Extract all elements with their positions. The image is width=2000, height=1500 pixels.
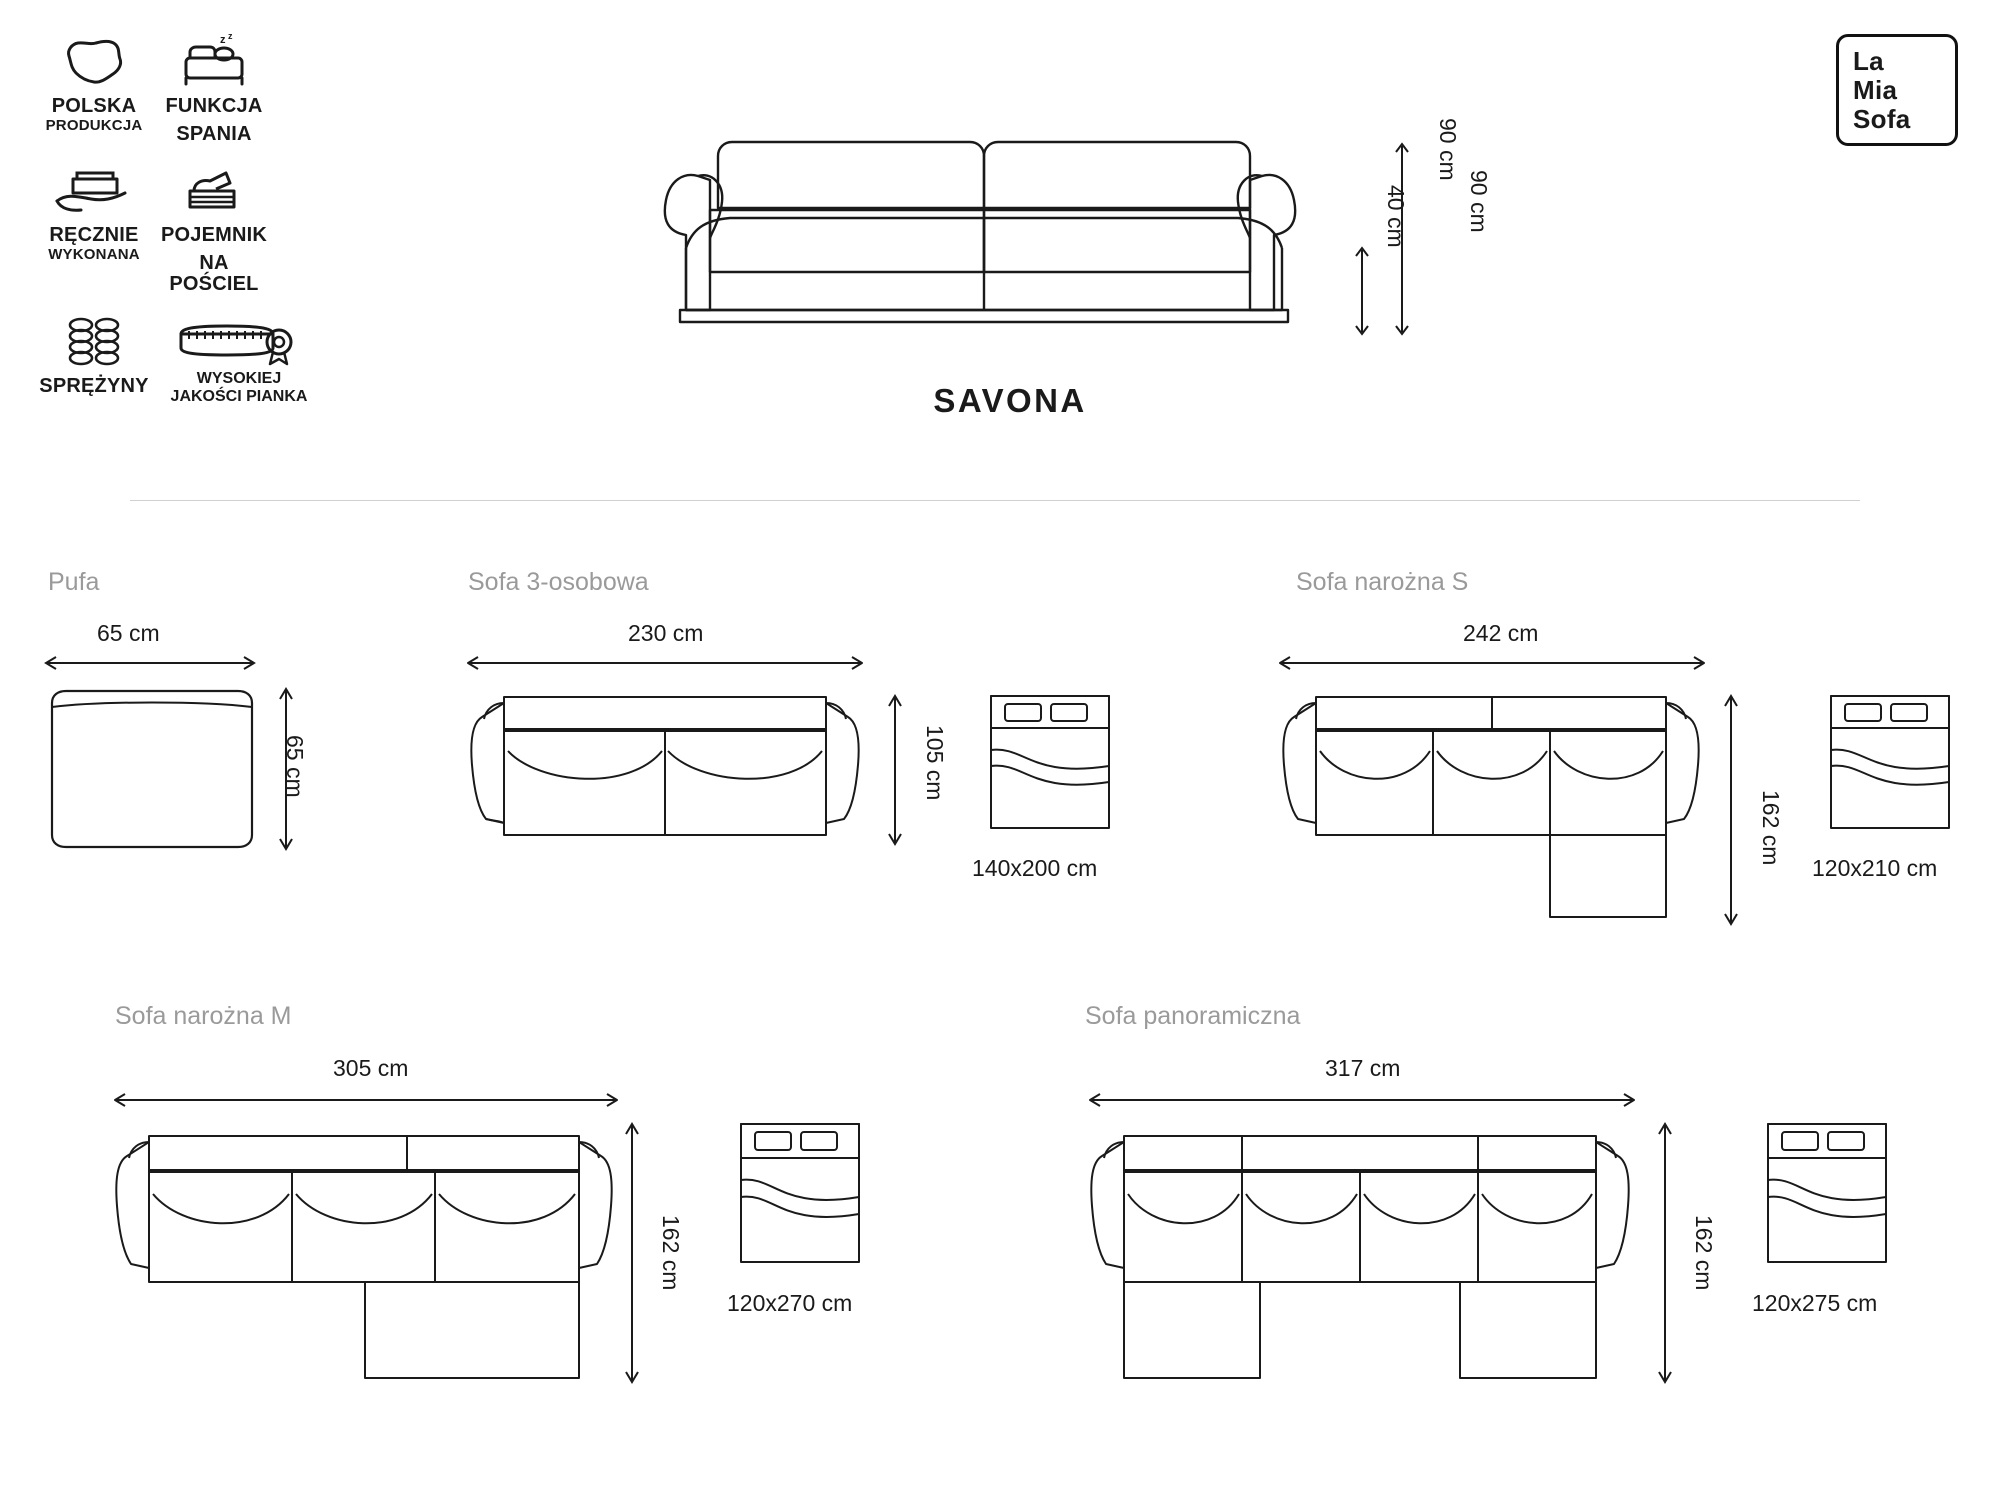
sofa-panoramiczna-drawing [1080,1082,1680,1412]
narozna-m-depth-arrow [617,1118,647,1388]
feature-label-line1: SPRĘŻYNY [39,374,149,397]
feature-funkcja-spania [154,28,274,145]
features-grid [34,28,394,417]
bedding-container-icon [154,157,274,219]
sofa3-bed-label: 140x200 cm [972,855,1098,881]
variant-title-pufa: Pufa [48,568,100,596]
variant-title-sofa-narozna-m: Sofa narożna M [115,1002,292,1030]
feature-label-line1: FUNKCJA [165,95,263,117]
feature-pojemnik-na-posciel [154,157,274,296]
variant-title-sofa-narozna-s: Sofa narożna S [1296,568,1469,596]
panoramiczna-bed-label: 120x275 cm [1752,1290,1878,1316]
logo-line-3: Sofa [1853,104,1911,135]
panoramiczna-depth-arrow [1650,1118,1680,1388]
feature-label-line1: RĘCZNIE [49,224,139,247]
springs-icon [34,308,154,370]
svg-text:z: z [228,31,233,41]
panoramiczna-depth-label: 162 cm [1691,1215,1717,1291]
narozna-m-bed-icon [735,1118,870,1263]
narozna-s-bed-icon [1825,690,1960,830]
hero-height-40-label: 40 cm [1383,185,1409,248]
feature-label-line1: POJEMNIK [160,224,268,247]
feature-label-line1: POLSKA [51,95,137,117]
hand-made-sofa-icon [34,157,154,219]
narozna-s-depth-arrow [1716,690,1746,930]
narozna-m-depth-label: 162 cm [658,1215,684,1291]
sofa3-depth-label: 105 cm [922,725,948,801]
feature-recznie-wykonana [34,157,154,263]
pufa-width-label: 65 cm [97,620,160,646]
feature-label-line2: JAKOŚCI PIANKA [170,387,308,405]
logo-line-1: La [1853,46,1884,76]
panoramiczna-width-label: 317 cm [1325,1055,1401,1081]
sofa3-depth-arrow [880,690,910,850]
model-name: SAVONA [933,382,1087,419]
sofa3-bed-icon [985,690,1120,830]
feature-label-line2: WYKONANA [48,245,140,263]
narozna-s-bed-label: 120x210 cm [1812,855,1938,881]
variant-title-sofa-panoramiczna: Sofa panoramiczna [1085,1002,1301,1030]
hero-height-90-label: 90 cm [1435,118,1461,181]
narozna-s-depth-label: 162 cm [1758,790,1784,866]
hero-height-total-label: 90 cm [1466,170,1492,233]
sofa-narozna-m-drawing [105,1082,665,1412]
svg-text:z: z [220,34,226,46]
pufa-drawing [40,645,330,885]
panoramiczna-bed-icon [1762,1118,1897,1263]
poland-map-icon [34,28,154,90]
feature-label-line2: PRODUKCJA [45,116,143,134]
pufa-depth-label: 65 cm [282,735,308,798]
high-quality-foam-icon [154,308,324,370]
sofa3-width-label: 230 cm [628,620,704,646]
variant-title-sofa-3-osobowa: Sofa 3-osobowa [468,568,649,596]
narozna-m-bed-label: 120x270 cm [727,1290,853,1316]
features-row-3 [34,308,394,417]
logo-line-2: Mia [1853,75,1898,106]
section-divider [130,500,1860,501]
sofa-narozna-s-drawing [1270,645,1770,925]
feature-label-line2: SPANIA [176,122,252,145]
feature-sprezyny [34,308,154,398]
features-row-2 [34,157,394,308]
narozna-m-width-label: 305 cm [333,1055,409,1081]
feature-label-line1: WYSOKIEJ [196,369,282,387]
feature-wysokiej-jakosci-pianka [154,308,324,405]
narozna-s-width-label: 242 cm [1463,620,1539,646]
features-row-1 [34,28,394,157]
feature-label-line2: NA POŚCIEL [169,251,259,296]
feature-polska-produkcja [34,28,154,134]
brand-logo [1836,34,1958,146]
sleep-function-icon [154,28,274,90]
